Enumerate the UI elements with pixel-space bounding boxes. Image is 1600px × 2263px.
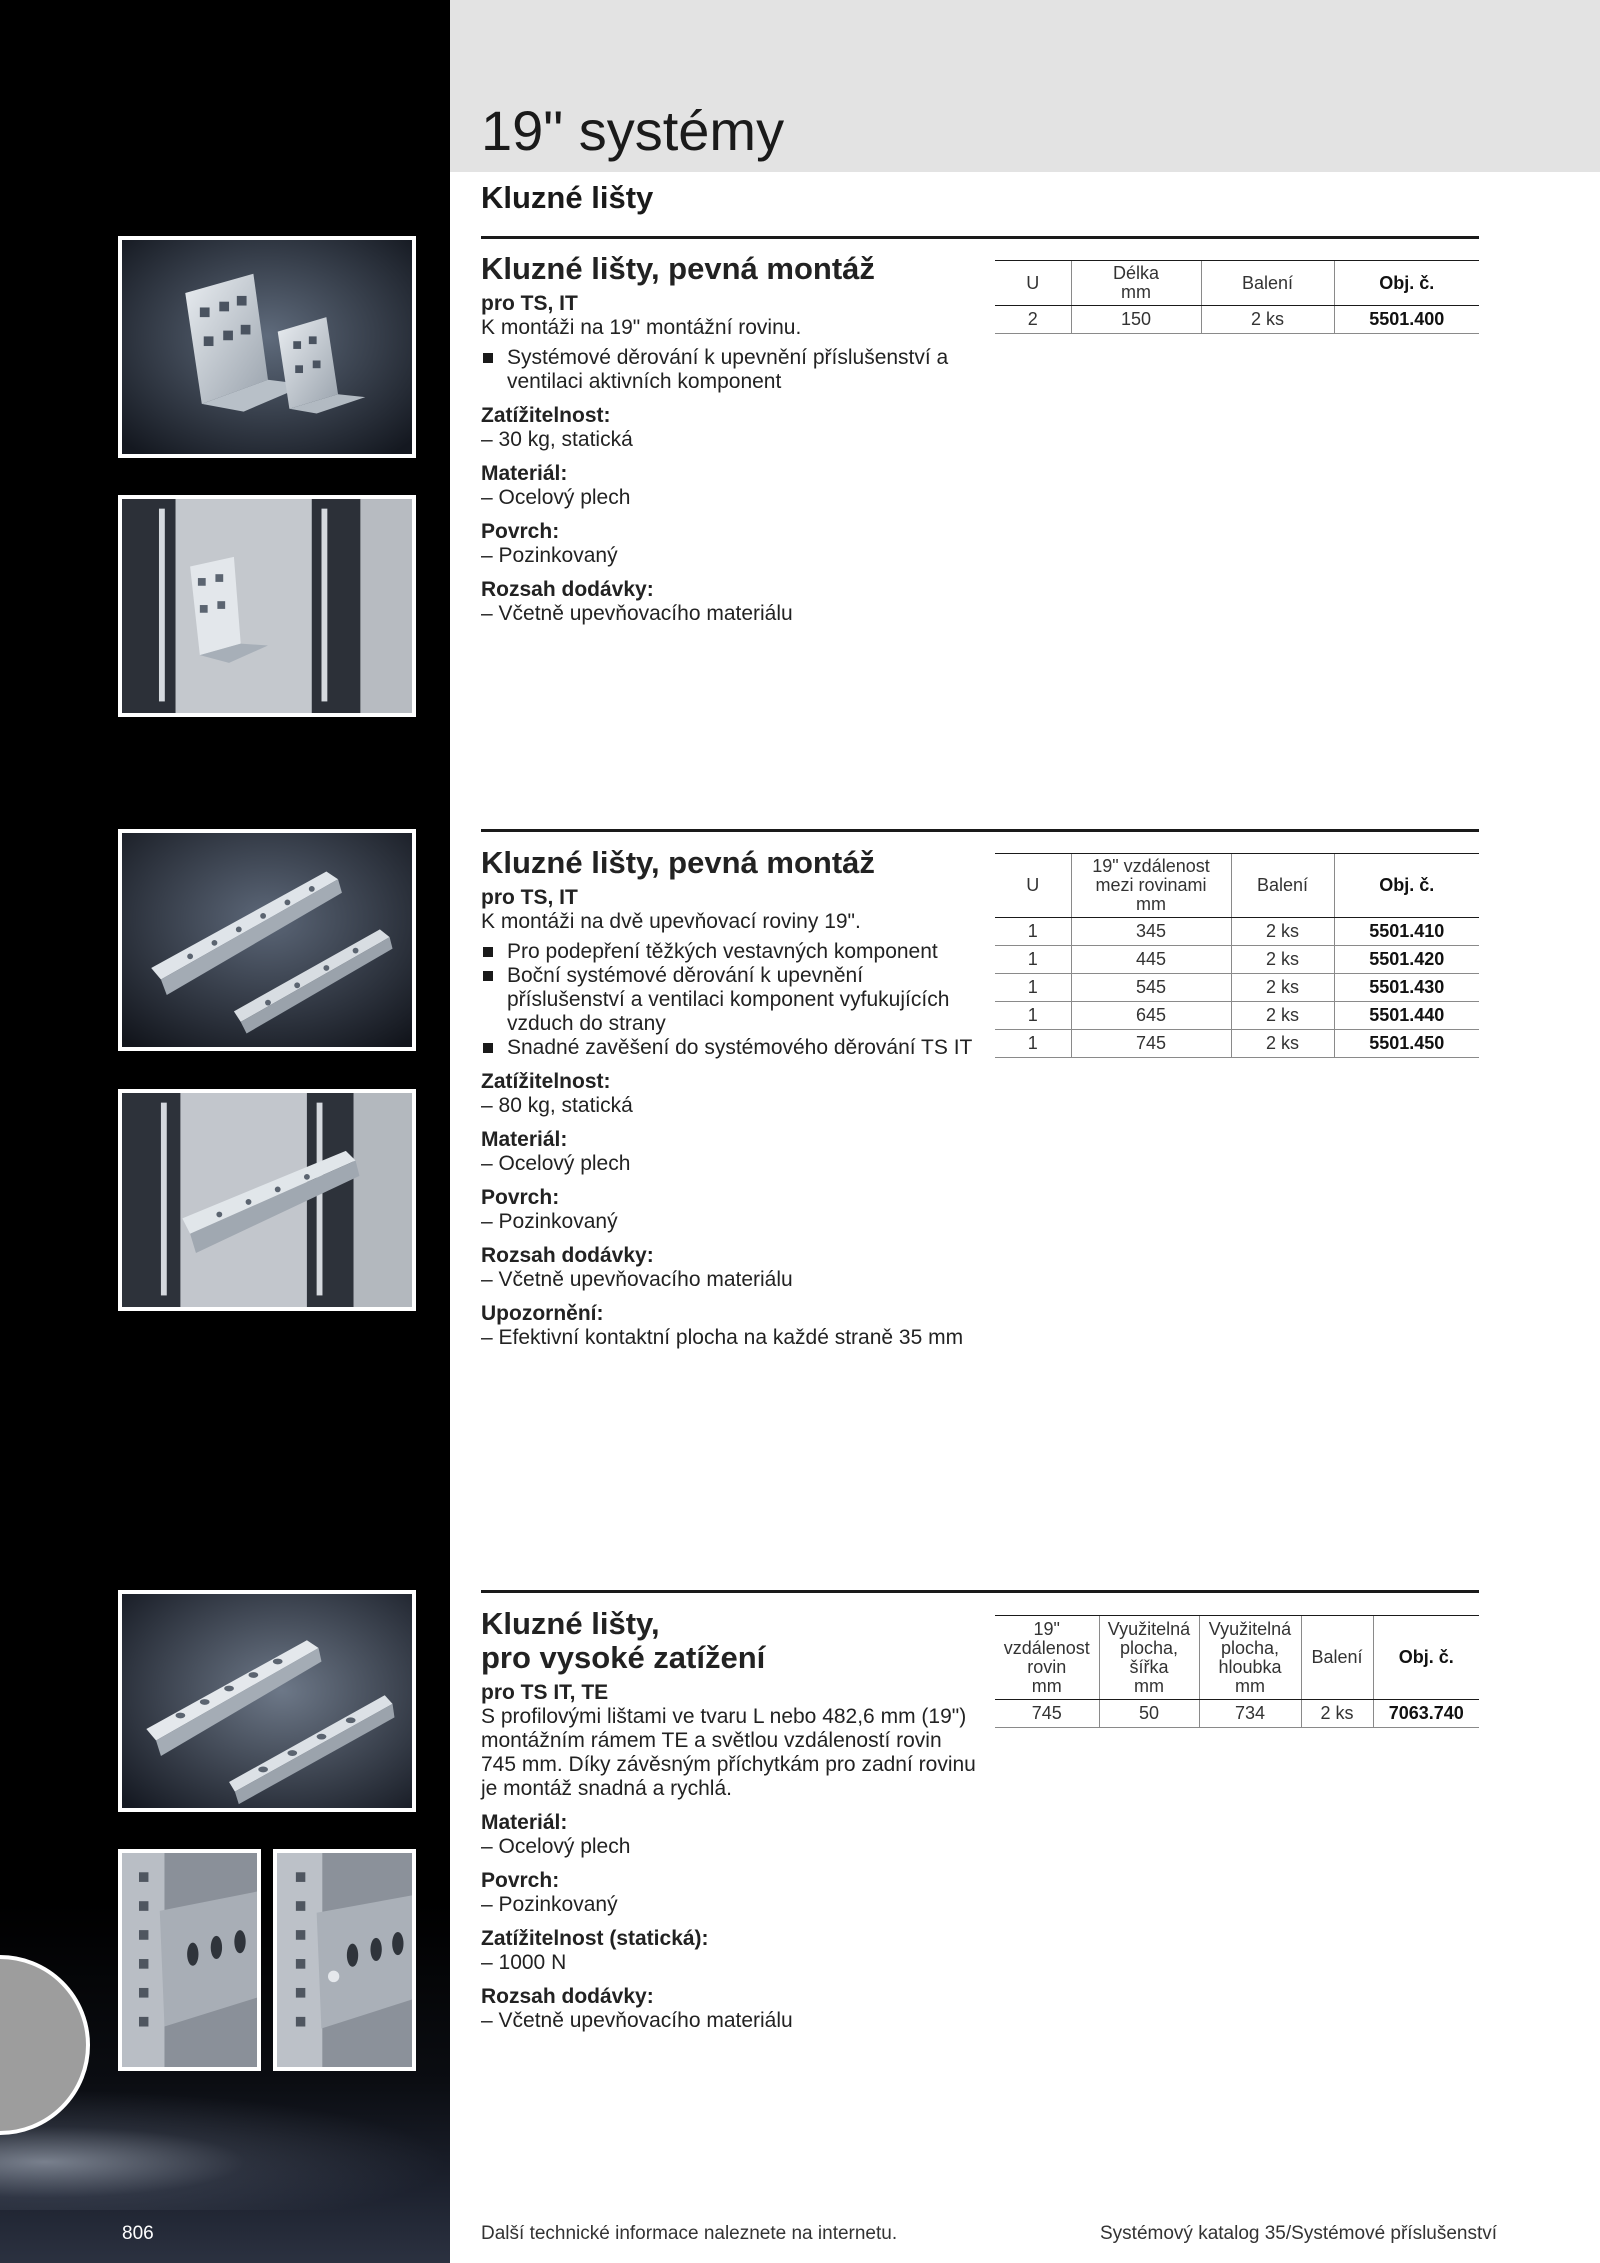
table-header: Balení xyxy=(1231,854,1334,918)
order-number: 5501.410 xyxy=(1334,918,1479,946)
spec-value: – Pozinkovaný xyxy=(481,1210,618,1233)
left-band-glow xyxy=(0,2090,450,2210)
spec-label: Rozsah dodávky: xyxy=(481,1985,654,2008)
table-cell: 2 ks xyxy=(1231,946,1334,974)
order-number: 5501.440 xyxy=(1334,1002,1479,1030)
feature-item: Boční systémové děrování k upevnění příslušenství a ventilaci komponent vyfukujících vzduch do strany xyxy=(481,964,981,1036)
spec-value: – Pozinkovaný xyxy=(481,544,618,567)
table-cell: 1 xyxy=(995,946,1071,974)
table-cell: 150 xyxy=(1071,306,1201,334)
spec-label: Rozsah dodávky: xyxy=(481,578,654,601)
table-header: Obj. č. xyxy=(1373,1616,1479,1700)
order-number: 5501.420 xyxy=(1334,946,1479,974)
spec-label: Zatížitelnost (statická): xyxy=(481,1927,709,1950)
table-header: Obj. č. xyxy=(1334,261,1479,306)
table-row xyxy=(995,918,1479,946)
order-number: 5501.400 xyxy=(1334,306,1479,334)
spec-value: – Pozinkovaný xyxy=(481,1893,618,1916)
product-detail-photo xyxy=(118,1849,261,2071)
spec-value: – Ocelový plech xyxy=(481,1835,631,1858)
spec-value: – Včetně upevňovacího materiálu xyxy=(481,1268,793,1291)
page-title: 19" systémy xyxy=(481,99,785,162)
order-table xyxy=(995,1615,1479,1728)
product-description xyxy=(481,846,981,1350)
spec-value: – Včetně upevňovacího materiálu xyxy=(481,602,793,625)
table-cell: 2 ks xyxy=(1201,306,1334,334)
order-table xyxy=(995,853,1479,1058)
spec-value: – 1000 N xyxy=(481,1951,567,1974)
table-row xyxy=(995,1002,1479,1030)
product-intro: K montáži na 19" montážní rovinu. xyxy=(481,316,802,339)
table-cell: 2 ks xyxy=(1301,1700,1373,1728)
order-number: 5501.430 xyxy=(1334,974,1479,1002)
product-description xyxy=(481,252,981,626)
product-title: Kluzné lišty, pevná montáž xyxy=(481,845,875,880)
spec-value: – Ocelový plech xyxy=(481,486,631,509)
table-cell: 1 xyxy=(995,974,1071,1002)
table-header: Obj. č. xyxy=(1334,854,1479,918)
table-header: 19" vzdálenost mezi rovinami mm xyxy=(1071,854,1231,918)
product-description xyxy=(481,1607,981,2033)
table-header: 19" vzdálenost rovin mm xyxy=(995,1616,1099,1700)
product-for: pro TS IT, TE xyxy=(481,1681,609,1704)
spec-value: – Efektivní kontaktní plocha na každé straně 35 mm xyxy=(481,1326,964,1349)
table-header: U xyxy=(995,261,1071,306)
table-cell: 1 xyxy=(995,918,1071,946)
spec-value: – 80 kg, statická xyxy=(481,1094,633,1117)
table-cell: 2 ks xyxy=(1231,918,1334,946)
product-intro: S profilovými lištami ve tvaru L nebo 482,6 mm (19") montážním rámem TE a světlou vzdáleností rovin 745 mm. Díky závěsným příchytkám pro zadní rovinu je montáž snadná a rychlá. xyxy=(481,1705,976,1800)
table-cell: 1 xyxy=(995,1030,1071,1058)
product-title: pro vysoké zatížení xyxy=(481,1640,766,1675)
section-rule xyxy=(481,236,1479,239)
product-photo xyxy=(118,829,416,1051)
table-header: Balení xyxy=(1301,1616,1373,1700)
table-cell: 745 xyxy=(1071,1030,1231,1058)
spec-label: Povrch: xyxy=(481,520,560,543)
spec-label: Zatížitelnost: xyxy=(481,404,611,427)
table-cell: 2 ks xyxy=(1231,1030,1334,1058)
section-rule xyxy=(481,829,1479,832)
table-cell: 445 xyxy=(1071,946,1231,974)
table-row xyxy=(995,1030,1479,1058)
spec-label: Zatížitelnost: xyxy=(481,1070,611,1093)
product-mounted-photo xyxy=(118,495,416,717)
feature-item: Systémové děrování k upevnění příslušenství a ventilaci aktivních komponent xyxy=(481,346,981,394)
table-header: Délka mm xyxy=(1071,261,1201,306)
spec-label: Materiál: xyxy=(481,1128,568,1151)
footer-catalog: Systémový katalog 35/Systémové příslušenství xyxy=(1100,2223,1498,2244)
table-row xyxy=(995,946,1479,974)
spec-label: Rozsah dodávky: xyxy=(481,1244,654,1267)
feature-list xyxy=(481,940,981,1060)
page-subtitle: Kluzné lišty xyxy=(481,180,654,215)
table-cell: 50 xyxy=(1099,1700,1199,1728)
product-intro: K montáži na dvě upevňovací roviny 19". xyxy=(481,910,861,933)
table-cell: 745 xyxy=(995,1700,1099,1728)
spec-value: – Ocelový plech xyxy=(481,1152,631,1175)
table-header: Balení xyxy=(1201,261,1334,306)
spec-label: Povrch: xyxy=(481,1186,560,1209)
table-header: Využitelná plocha, šířka mm xyxy=(1099,1616,1199,1700)
table-cell: 345 xyxy=(1071,918,1231,946)
product-title: Kluzné lišty, pevná montáž xyxy=(481,251,875,286)
table-row xyxy=(995,1700,1479,1728)
table-cell: 2 xyxy=(995,306,1071,334)
order-table xyxy=(995,260,1479,334)
order-number: 7063.740 xyxy=(1373,1700,1479,1728)
product-for: pro TS, IT xyxy=(481,292,578,315)
product-title: Kluzné lišty, xyxy=(481,1606,660,1641)
table-header: Využitelná plocha, hloubka mm xyxy=(1199,1616,1301,1700)
spec-value: – 30 kg, statická xyxy=(481,428,633,451)
spec-label: Materiál: xyxy=(481,462,568,485)
feature-list xyxy=(481,346,981,394)
table-cell: 2 ks xyxy=(1231,974,1334,1002)
table-cell: 2 ks xyxy=(1231,1002,1334,1030)
spec-label: Materiál: xyxy=(481,1811,568,1834)
table-cell: 734 xyxy=(1199,1700,1301,1728)
order-number: 5501.450 xyxy=(1334,1030,1479,1058)
table-row xyxy=(995,306,1479,334)
spec-label: Povrch: xyxy=(481,1869,560,1892)
footer-note: Další technické informace naleznete na internetu. xyxy=(481,2223,898,2244)
table-header: U xyxy=(995,854,1071,918)
spec-value: – Včetně upevňovacího materiálu xyxy=(481,2009,793,2032)
feature-item: Pro podepření těžkých vestavných komponent xyxy=(481,940,981,964)
page-number: 806 xyxy=(122,2223,154,2244)
spec-label: Upozornění: xyxy=(481,1302,604,1325)
table-row xyxy=(995,974,1479,1002)
feature-item: Snadné zavěšení do systémového děrování TS IT xyxy=(481,1036,981,1060)
product-photo xyxy=(118,1590,416,1812)
product-mounted-photo xyxy=(118,1089,416,1311)
product-detail-photo xyxy=(273,1849,416,2071)
table-cell: 645 xyxy=(1071,1002,1231,1030)
product-photo xyxy=(118,236,416,458)
product-for: pro TS, IT xyxy=(481,886,578,909)
table-cell: 545 xyxy=(1071,974,1231,1002)
section-rule xyxy=(481,1590,1479,1593)
table-cell: 1 xyxy=(995,1002,1071,1030)
